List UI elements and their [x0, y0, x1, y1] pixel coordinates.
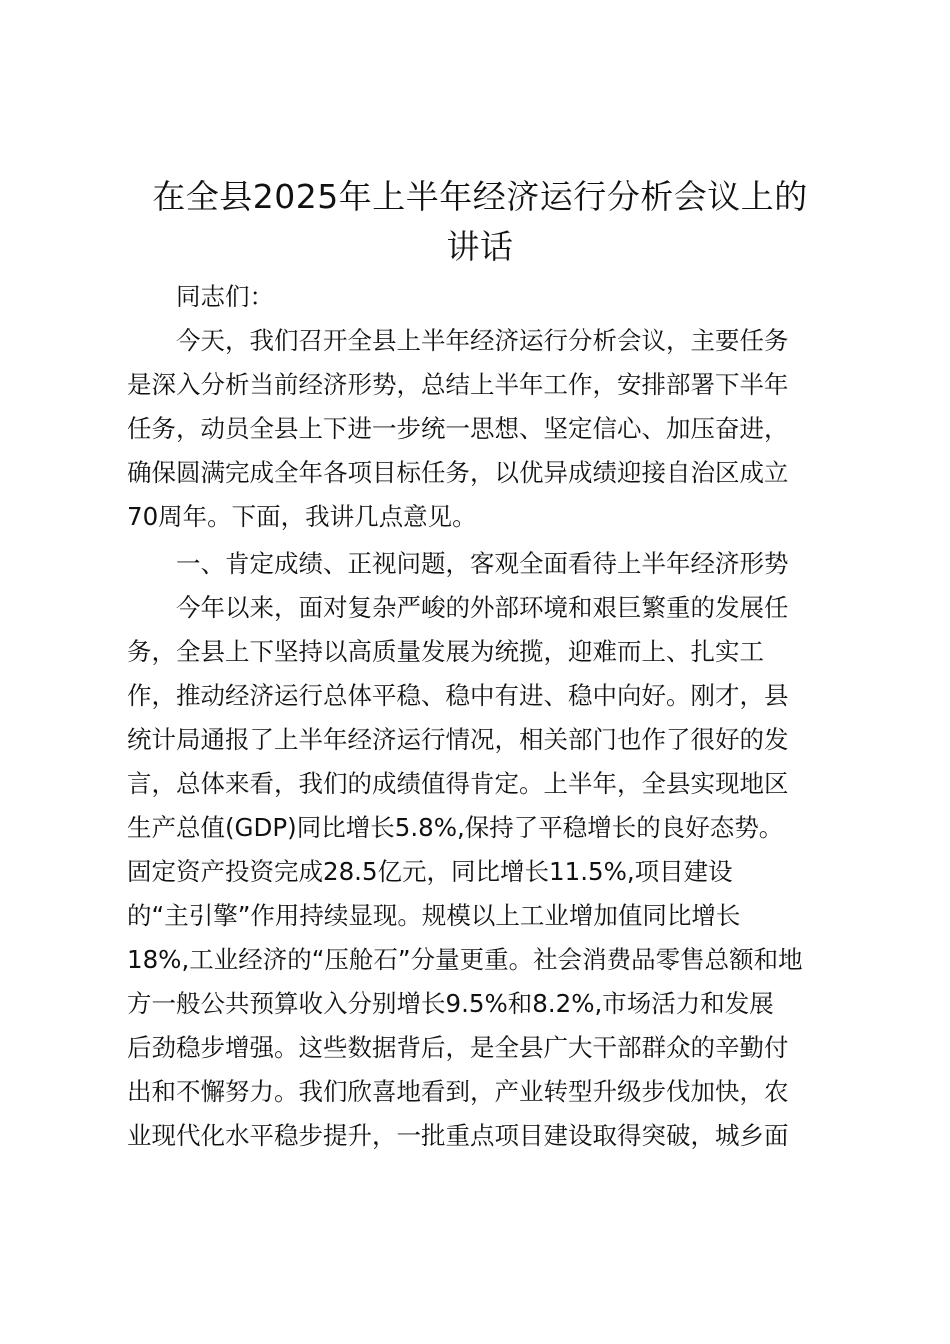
paragraph-line: 确保圆满完成全年各项目标任务，以优异成绩迎接自治区成立 — [127, 458, 789, 487]
paragraph-line: 的“主引擎”作用持续显现。规模以上工业增加值同比增长 — [127, 901, 741, 930]
paragraph-line: 18%,工业经济的“压舱石”分量更重。社会消费品零售总额和地 — [127, 945, 803, 974]
paragraph-line: 业现代化水平稳步提升，一批重点项目建设取得突破，城乡面 — [127, 1121, 789, 1150]
paragraph-line: 统计局通报了上半年经济运行情况，相关部门也作了很好的发 — [127, 725, 789, 754]
paragraph-line: 后劲稳步增强。这些数据背后，是全县广大干部群众的辛勤付 — [127, 1033, 789, 1062]
paragraph-line: 方一般公共预算收入分别增长9.5%和8.2%,市场活力和发展 — [127, 989, 774, 1018]
paragraph-line: 是深入分析当前经济形势，总结上半年工作，安排部署下半年 — [127, 370, 789, 399]
paragraph-line: 今天，我们召开全县上半年经济运行分析会议，主要任务 — [176, 326, 789, 355]
paragraph-line: 固定资产投资完成28.5亿元，同比增长11.5%,项目建设 — [127, 857, 733, 886]
paragraph-line: 务，全县上下坚持以高质量发展为统揽，迎难而上、扎实工 — [127, 637, 764, 666]
paragraph-line: 出和不懈努力。我们欣喜地看到，产业转型升级步伐加快，农 — [127, 1077, 789, 1106]
salutation: 同志们： — [176, 282, 274, 311]
document-title — [120, 172, 840, 272]
title-line-2: 讲话 — [446, 227, 514, 266]
title-line-1: 在全县2025年上半年经济运行分析会议上的 — [152, 177, 808, 216]
paragraph-line: 今年以来，面对复杂严峻的外部环境和艰巨繁重的发展任 — [176, 593, 789, 622]
paragraph-line: 任务，动员全县上下进一步统一思想、坚定信心、加压奋进， — [127, 414, 789, 443]
paragraph-line: 作，推动经济运行总体平稳、稳中有进、稳中向好。刚才，县 — [127, 681, 789, 710]
paragraph-line: 生产总值(GDP)同比增长5.8%,保持了平稳增长的良好态势。 — [127, 813, 784, 842]
section-heading: 一、肯定成绩、正视问题，客观全面看待上半年经济形势 — [176, 549, 789, 578]
paragraph-line: 70周年。下面，我讲几点意见。 — [127, 502, 477, 531]
paragraph-line: 言，总体来看，我们的成绩值得肯定。上半年，全县实现地区 — [127, 769, 789, 798]
